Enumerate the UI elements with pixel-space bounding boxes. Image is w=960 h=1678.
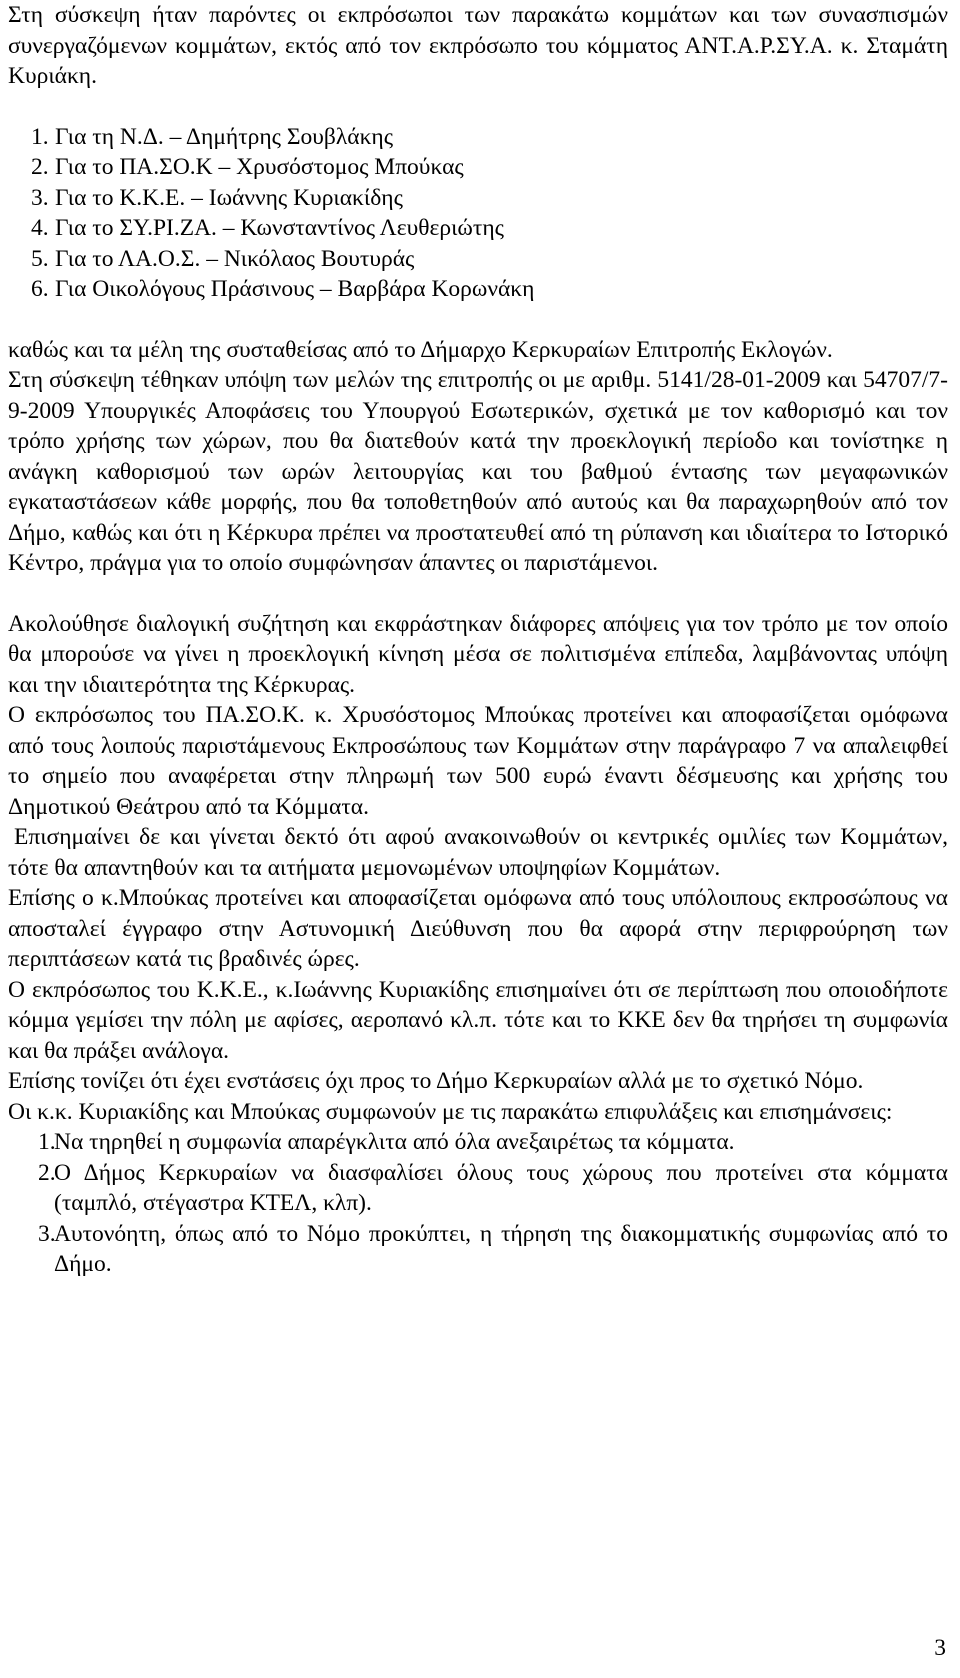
kke-statement-paragraph: Ο εκπρόσωπος του Κ.Κ.Ε., κ.Ιωάννης Κυριακίδης επισημαίνει ότι σε περίπτωση που οποιοδήποτε κόμμα γεμίσει την πόλη με αφίσες, αεροπανό κλ.π. τότε και το ΚΚΕ δεν θα τηρήσει τη συμφωνία και θα πράξει ανάλογα.: [8, 976, 948, 1064]
list-item: 3. Για το Κ.Κ.Ε. – Ιωάννης Κυριακίδης: [31, 184, 403, 211]
acceptance-paragraph: Επισημαίνει δε και γίνεται δεκτό ότι αφού ανακοινωθούν οι κεντρικές ομιλίες των Κομμάτων, τότε θα απαντηθούν και τα αιτήματα μεμονωμένων υποψηφίων Κομμάτων.: [8, 824, 948, 881]
conditions-list: [8, 1127, 948, 1280]
list-item: 3. Αυτονόητη, όπως από το Νόμο προκύπτει, η τήρηση της διακομματικής συμφωνίας από το Δήμο.: [38, 1220, 948, 1277]
spacer: [8, 92, 948, 122]
list-item: 5. Για το ΛΑ.Ο.Σ. – Νικόλαος Βουτυράς: [31, 245, 415, 272]
objection-paragraph: Επίσης τονίζει ότι έχει ενστάσεις όχι προς το Δήμο Κερκυραίων αλλά με το σχετικό Νόμο.: [8, 1068, 864, 1094]
list-item: 1. Να τηρηθεί η συμφωνία απαρέγκλιτα από όλα ανεξαιρέτως τα κόμματα.: [38, 1129, 735, 1155]
list-item: 1. Για τη Ν.Δ. – Δημήτρης Σουβλάκης: [31, 123, 394, 150]
list-item: 2. Ο Δήμος Κερκυραίων να διασφαλίσει όλους τους χώρους που προτείνει στα κόμματα (ταμπλό, στέγαστρα ΚΤΕΛ, κλπ).: [38, 1159, 948, 1216]
pasok-proposal-paragraph: Ο εκπρόσωπος του ΠΑ.ΣΟ.Κ. κ. Χρυσόστομος Μπούκας προτείνει και αποφασίζεται ομόφωνα από τους λοιπούς παριστάμενους Εκπροσώπους των Κομμάτων στην παράγραφο 7 να απαλειφθεί το σημείο που αναφέρεται στην πληρωμή των 500 ευρώ έναντι δέσμευσης και χρήσης του Δημοτικού Θεάτρου από τα Κόμματα.: [8, 702, 948, 820]
page-number: 3: [934, 1635, 946, 1661]
list-item: 2. Για το ΠΑ.ΣΟ.Κ – Χρυσόστομος Μπούκας: [31, 154, 464, 180]
decisions-paragraph: Στη σύσκεψη τέθηκαν υπόψη των μελών της επιτροπής οι με αριθμ. 5141/28-01-2009 και 54707/7-9-2009 Υπουργικές Αποφάσεις του Υπουργού Εσωτερικών, σχετικά με τον καθορισμό και τον τρόπο χρήσης των χώρων, που θα διατεθούν κατά την προεκλογική περίοδο και τονίστηκε η ανάγκη καθορισμού των ωρών λειτουργίας και του βαθμού έντασης των μεγαφωνικών εγκαταστάσεων κάθε μορφής, που θα τοποθετηθούν από αυτούς και θα παραχωρηθούν από τον Δήμο, καθώς και ότι η Κέρκυρα πρέπει να προστατευθεί από τη ρύπανση και ιδιαίτερα το Ιστορικό Κέντρο, πράγμα για το οποίο συμφώνησαν άπαντες οι παριστάμενοι.: [8, 367, 948, 576]
list-item: 6. Για Οικολόγους Πράσινους – Βαρβάρα Κορωνάκη: [31, 276, 535, 302]
spacer: [8, 579, 948, 609]
committee-paragraph: καθώς και τα μέλη της συσταθείσας από το Δήμαρχο Κερκυραίων Επιτροπής Εκλογών.: [8, 336, 833, 363]
representatives-list: [8, 122, 948, 305]
list-item: 4. Για το ΣΥ.ΡΙ.ΖΑ. – Κωνσταντίνος Λευθεριώτης: [31, 215, 504, 241]
intro-paragraph: Στη σύσκεψη ήταν παρόντες οι εκπρόσωποι των παρακάτω κομμάτων και των συνασπισμών συνεργαζόμενων κομμάτων, εκτός από τον εκπρόσωπο του κόμματος ΑΝΤ.Α.Ρ.ΣΥ.Α. κ. Σταμάτη Κυριάκη.: [8, 2, 948, 89]
spacer: [8, 305, 948, 335]
police-paragraph: Επίσης ο κ.Μπούκας προτείνει και αποφασίζεται ομόφωνα από τους υπόλοιπους εκπροσώπους να αποσταλεί έγγραφο στην Αστυνομική Διεύθυνση που θα αφορά στην περιφρούρηση των περιπτάσεων κατά τις βραδινές ώρες.: [8, 885, 948, 972]
discussion-paragraph: Ακολούθησε διαλογική συζήτηση και εκφράστηκαν διάφορες απόψεις για τον τρόπο με τον οποίο θα μπορούσε να γίνει η προεκλογική κίνηση μέσα σε πολιτισμένα επίπεδα, λαμβάνοντας υπόψη και την ιδιαιτερότητα της Κέρκυρας.: [8, 610, 948, 698]
agreement-paragraph: Οι κ.κ. Κυριακίδης και Μπούκας συμφωνούν με τις παρακάτω επιφυλάξεις και επισημάνσεις:: [8, 1098, 893, 1125]
document-page: [8, 0, 948, 1280]
